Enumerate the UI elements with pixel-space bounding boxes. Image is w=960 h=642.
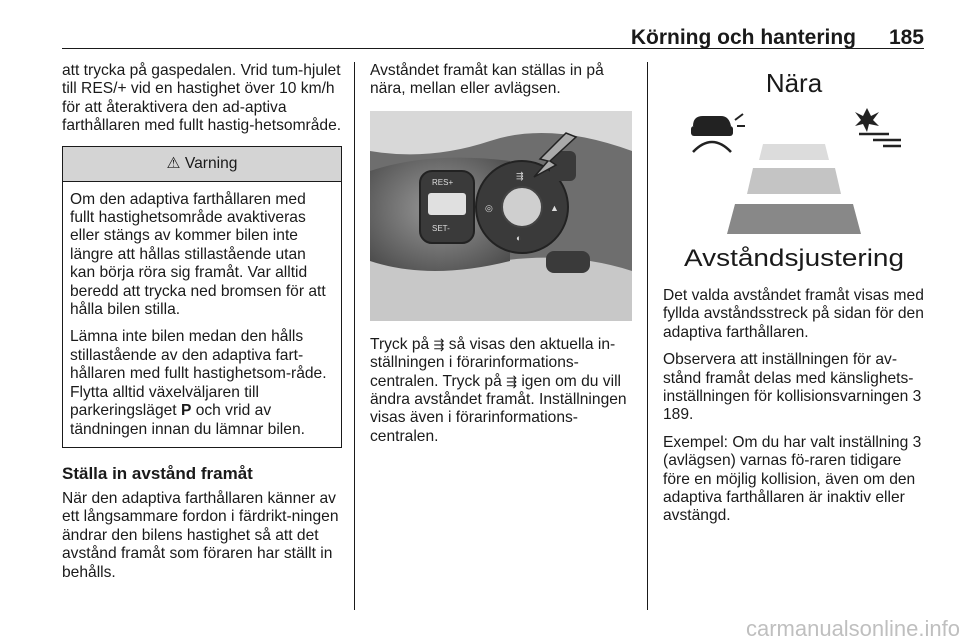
distance-bar-1 — [759, 144, 829, 160]
page-number: 185 — [888, 26, 924, 49]
distance-bar-3 — [727, 204, 861, 234]
section-heading: Ställa in avstånd framåt — [62, 463, 253, 483]
column-2 — [370, 62, 638, 446]
col2-body-a: Tryck på — [370, 335, 434, 353]
page-title: Körning och hantering — [630, 26, 856, 49]
svg-text:◎: ◎ — [485, 202, 493, 213]
col3-paragraph-3: Exempel: Om du har valt inställning 3 (avlägsen) varnas fö-raren tidigare före en möjlig kollision, även om den adaptiva farthållaren är inaktiv eller avstängd. — [663, 433, 922, 525]
distance-button-icon: ⇶ — [433, 336, 445, 352]
col3-paragraph-2 — [663, 351, 931, 425]
page-reference-link[interactable]: 3 189. — [663, 388, 922, 424]
set-label: SET- — [432, 223, 450, 233]
col2-body — [370, 336, 638, 446]
warning-box — [62, 146, 342, 448]
watermark: carmanualsonline.info — [745, 616, 960, 641]
svg-text:◐: ◐ — [516, 232, 522, 243]
warning-p2-text-end: och vrid av tändningen innan du lämnar bilen. — [70, 402, 305, 438]
warning-p2-text: Lämna inte bilen medan den hålls stillastående av den adaptiva fart-hållaren med fullt hastighetsom-råde. Flytta alltid växelväljaren till parkeringsläget — [70, 328, 327, 420]
warning-paragraph-2 — [70, 328, 334, 438]
distance-adjust-label: Avståndsjustering — [684, 245, 904, 272]
warning-icon: ⚠ — [166, 154, 181, 172]
distance-button-icon-2: ⇶ — [506, 373, 517, 389]
col2-intro: Avståndet framåt kan ställas in på nära, mellan eller avlägsen. — [370, 62, 604, 98]
header-rule — [62, 48, 924, 49]
col3-paragraph-1: Det valda avståndet framåt visas med fyllda avståndsstreck på sidan för den adaptiva farthållaren. — [663, 287, 924, 341]
column-3 — [663, 62, 931, 526]
col1-intro: att trycka på gaspedalen. Vrid tum-hjulet till RES/+ vid en hastighet över 10 km/h för att återaktivera den ad-aptiva farthållaren med fullt hastig-hetsområde. — [62, 62, 342, 135]
column-divider-1 — [354, 62, 355, 610]
distance-display-image — [663, 62, 925, 272]
svg-text:▲: ▲ — [550, 202, 559, 213]
warning-body — [63, 182, 341, 447]
col3-p2-text: Observera att inställningen för av-stånd framåt delas med känslighets-inställningen för kollisionsvarningen — [663, 351, 914, 406]
near-label: Nära — [765, 68, 823, 98]
distance-bar-2 — [747, 168, 841, 194]
column-divider-2 — [647, 62, 648, 610]
res-label: RES+ — [432, 177, 454, 187]
warning-title: Varning — [184, 154, 238, 172]
col1-body: När den adaptiva farthållaren känner av ett långsammare fordon i färdrikt-ningen ändrar den bilens hastighet så att det avstånd framåt som föraren har ställt in behålls. — [62, 489, 339, 581]
warning-paragraph-1: Om den adaptiva farthållaren med fullt hastighetsområde avaktiveras eller stängs av kommer bilen inte längre att hållas stillastående utan kan börja röra sig framåt. Var alltid beredd att trycka ned bromsen för att hålla bilen stilla. — [70, 190, 326, 319]
col2-body-c: igen om du vill ändra avståndet framåt. Inställningen visas även i förarinformations-centralen. — [370, 372, 627, 445]
warning-header — [63, 147, 341, 182]
page-header — [62, 22, 924, 49]
steering-wheel-image — [370, 111, 632, 321]
col2-body-b: så visas den aktuella in-ställningen i förarinformations-centralen. Tryck på — [370, 335, 616, 390]
warning-p2-bold: P — [180, 402, 192, 420]
column-1 — [62, 62, 342, 582]
svg-text:⇶: ⇶ — [516, 170, 524, 181]
